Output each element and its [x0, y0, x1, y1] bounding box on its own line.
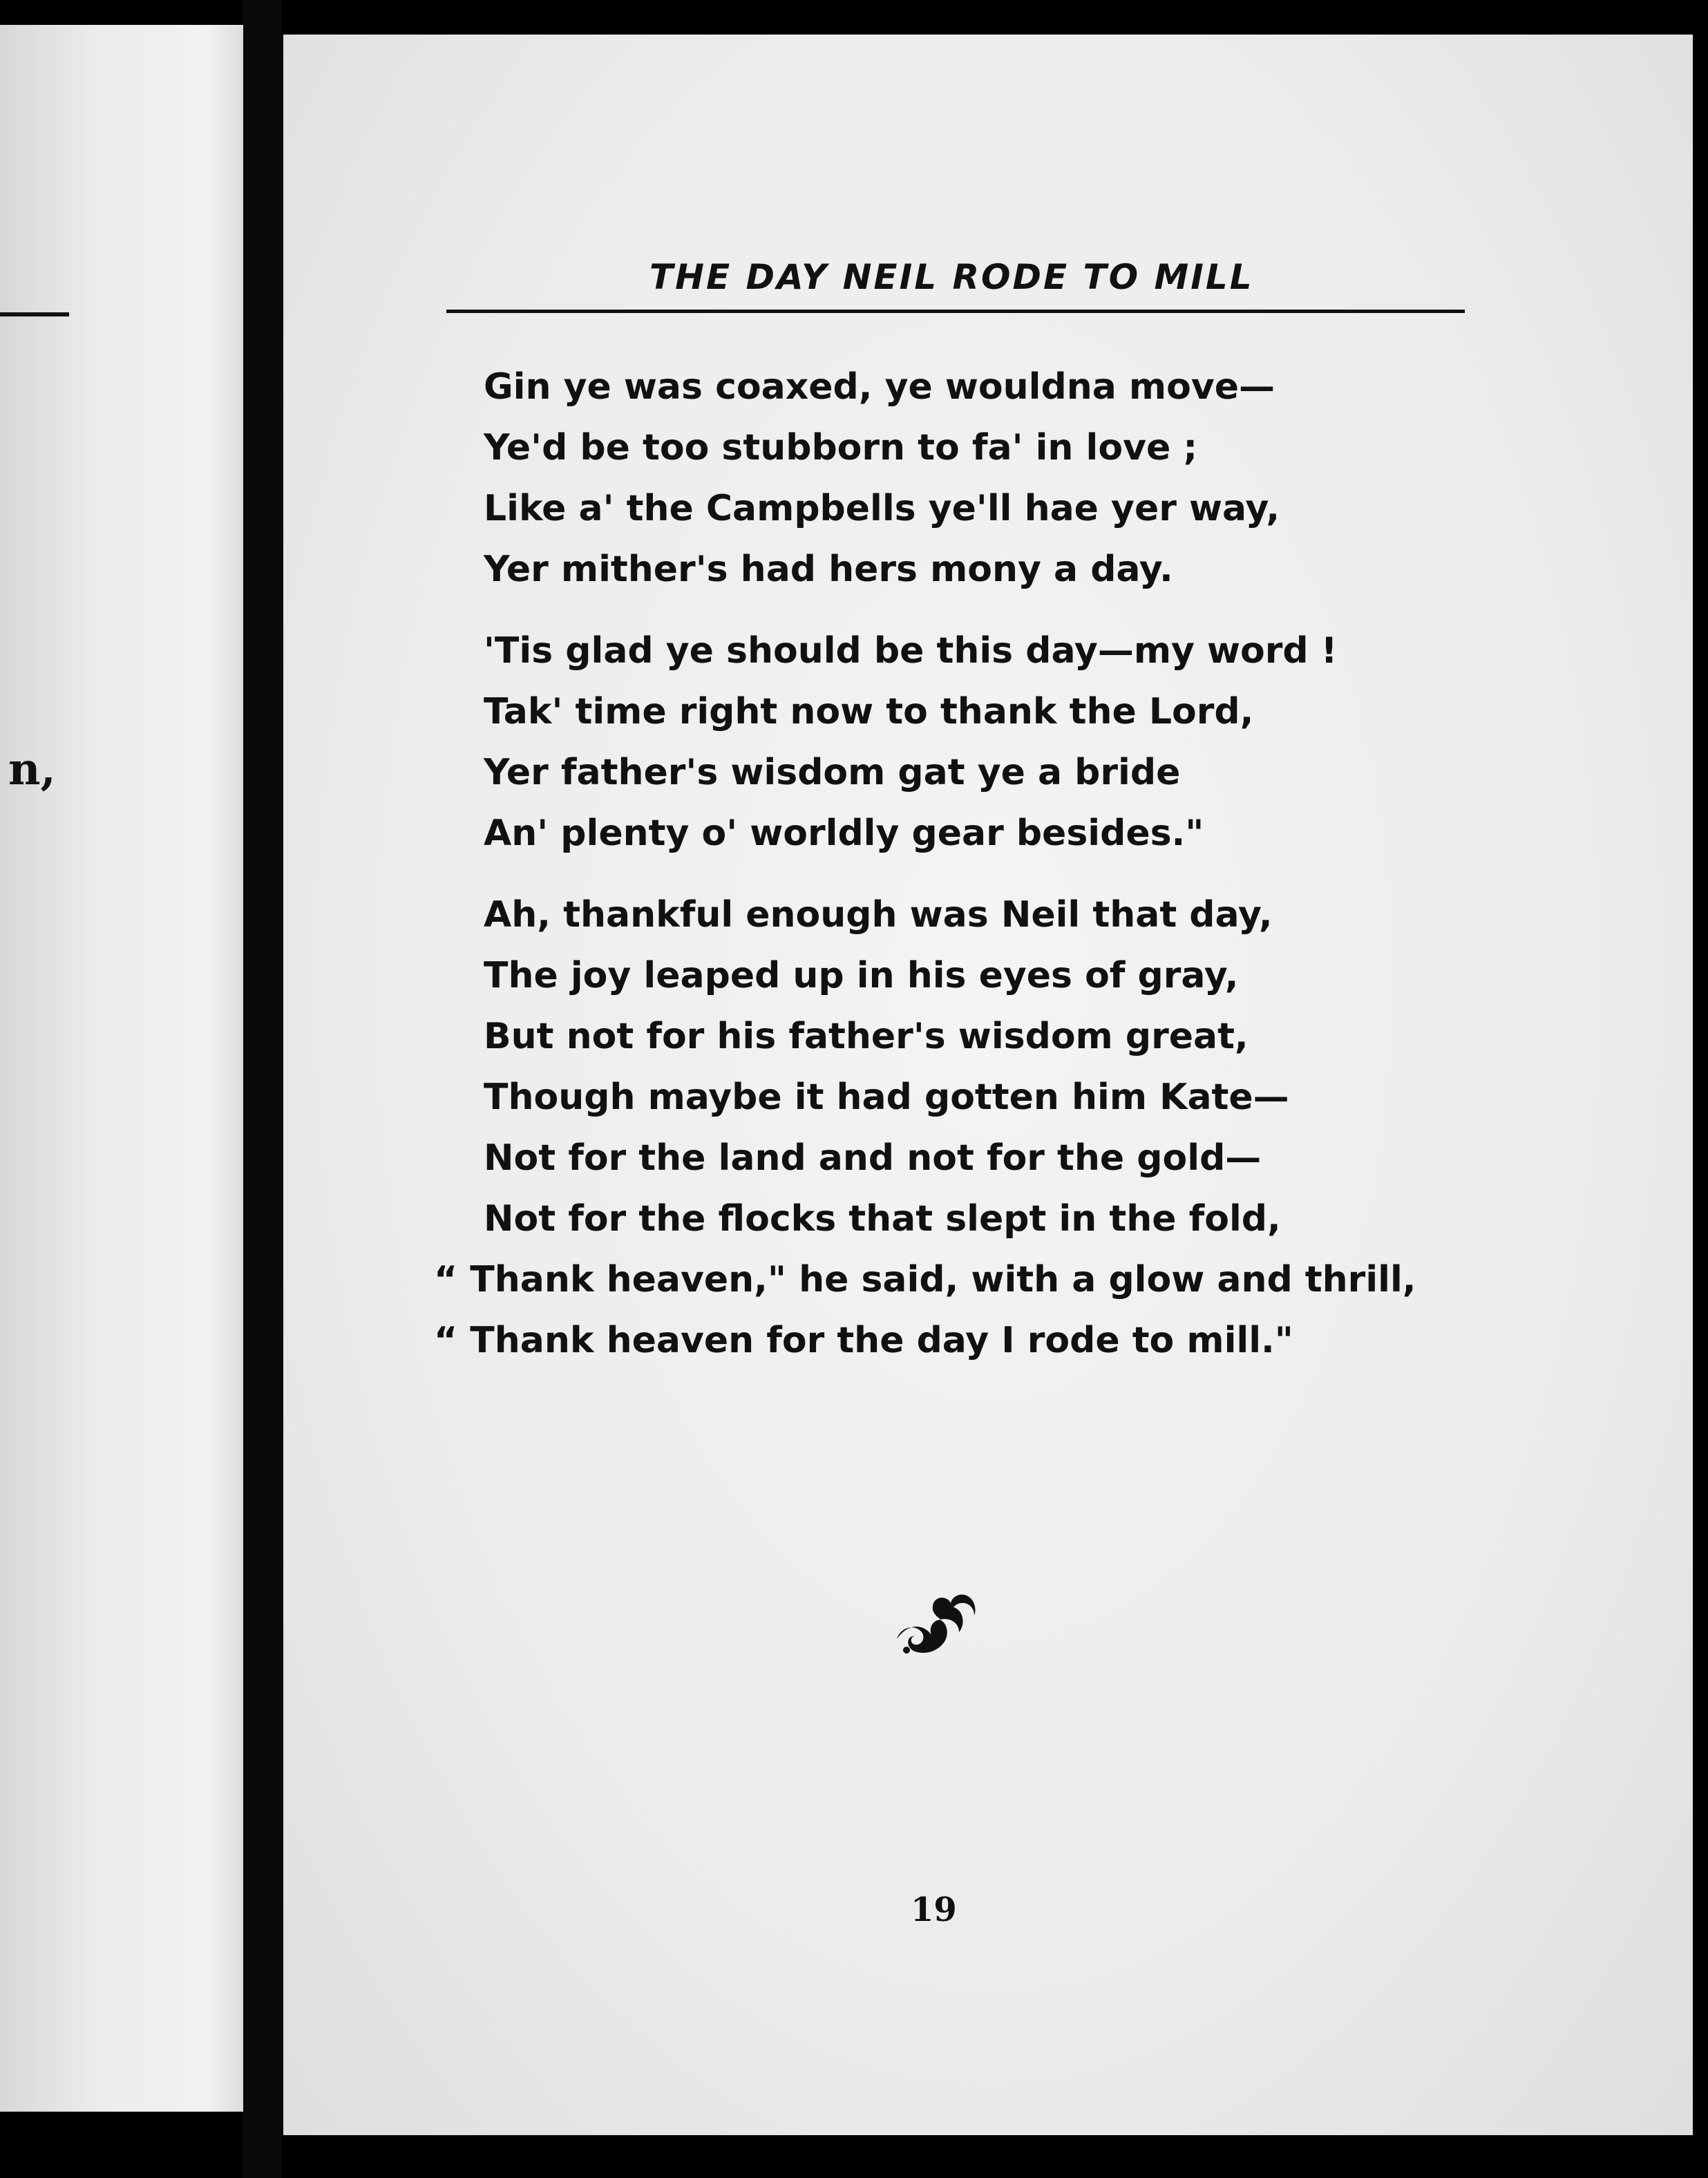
poem-body: [434, 357, 1451, 1392]
poem-line: Like a' the Campbells ye'll hae yer way,: [484, 488, 1280, 529]
book-spine: [243, 0, 282, 2178]
stanza: [484, 621, 1451, 864]
stanza: [434, 884, 1451, 1371]
poem-line: 'Tis glad ye should be this day—my word !: [484, 630, 1338, 672]
poem-line: Ye'd be too stubborn to fa' in love ;: [484, 427, 1198, 468]
page-number: 19: [911, 1891, 957, 1929]
leaf-fleuron-icon: [891, 1589, 981, 1665]
left-page-fragment: n,: [8, 744, 56, 795]
running-head: THE DAY NEIL RODE TO MILL: [649, 257, 1254, 297]
poem-line: “ Thank heaven," he said, with a glow and thrill,: [434, 1259, 1416, 1300]
poem-line: Though maybe it had gotten him Kate—: [484, 1077, 1289, 1118]
poem-line: An' plenty o' worldly gear besides.": [484, 813, 1204, 854]
poem-line: But not for his father's wisdom great,: [484, 1016, 1249, 1057]
poem-line: The joy leaped up in his eyes of gray,: [484, 955, 1239, 996]
poem-line: “ Thank heaven for the day I rode to mill.": [434, 1320, 1293, 1361]
poem-line: Ah, thankful enough was Neil that day,: [484, 894, 1273, 936]
stanza: [484, 357, 1451, 600]
poem-line: Gin ye was coaxed, ye wouldna move—: [484, 366, 1275, 408]
poem-line: Not for the flocks that slept in the fold,: [484, 1198, 1281, 1240]
left-page-rule: [0, 312, 69, 316]
poem-line: Yer father's wisdom gat ye a bride: [484, 752, 1181, 793]
poem-line: Tak' time right now to thank the Lord,: [484, 691, 1254, 732]
header-rule: [446, 310, 1465, 313]
poem-line: Yer mither's had hers mony a day.: [484, 549, 1173, 590]
poem-line: Not for the land and not for the gold—: [484, 1137, 1262, 1179]
left-page: [0, 25, 243, 2112]
